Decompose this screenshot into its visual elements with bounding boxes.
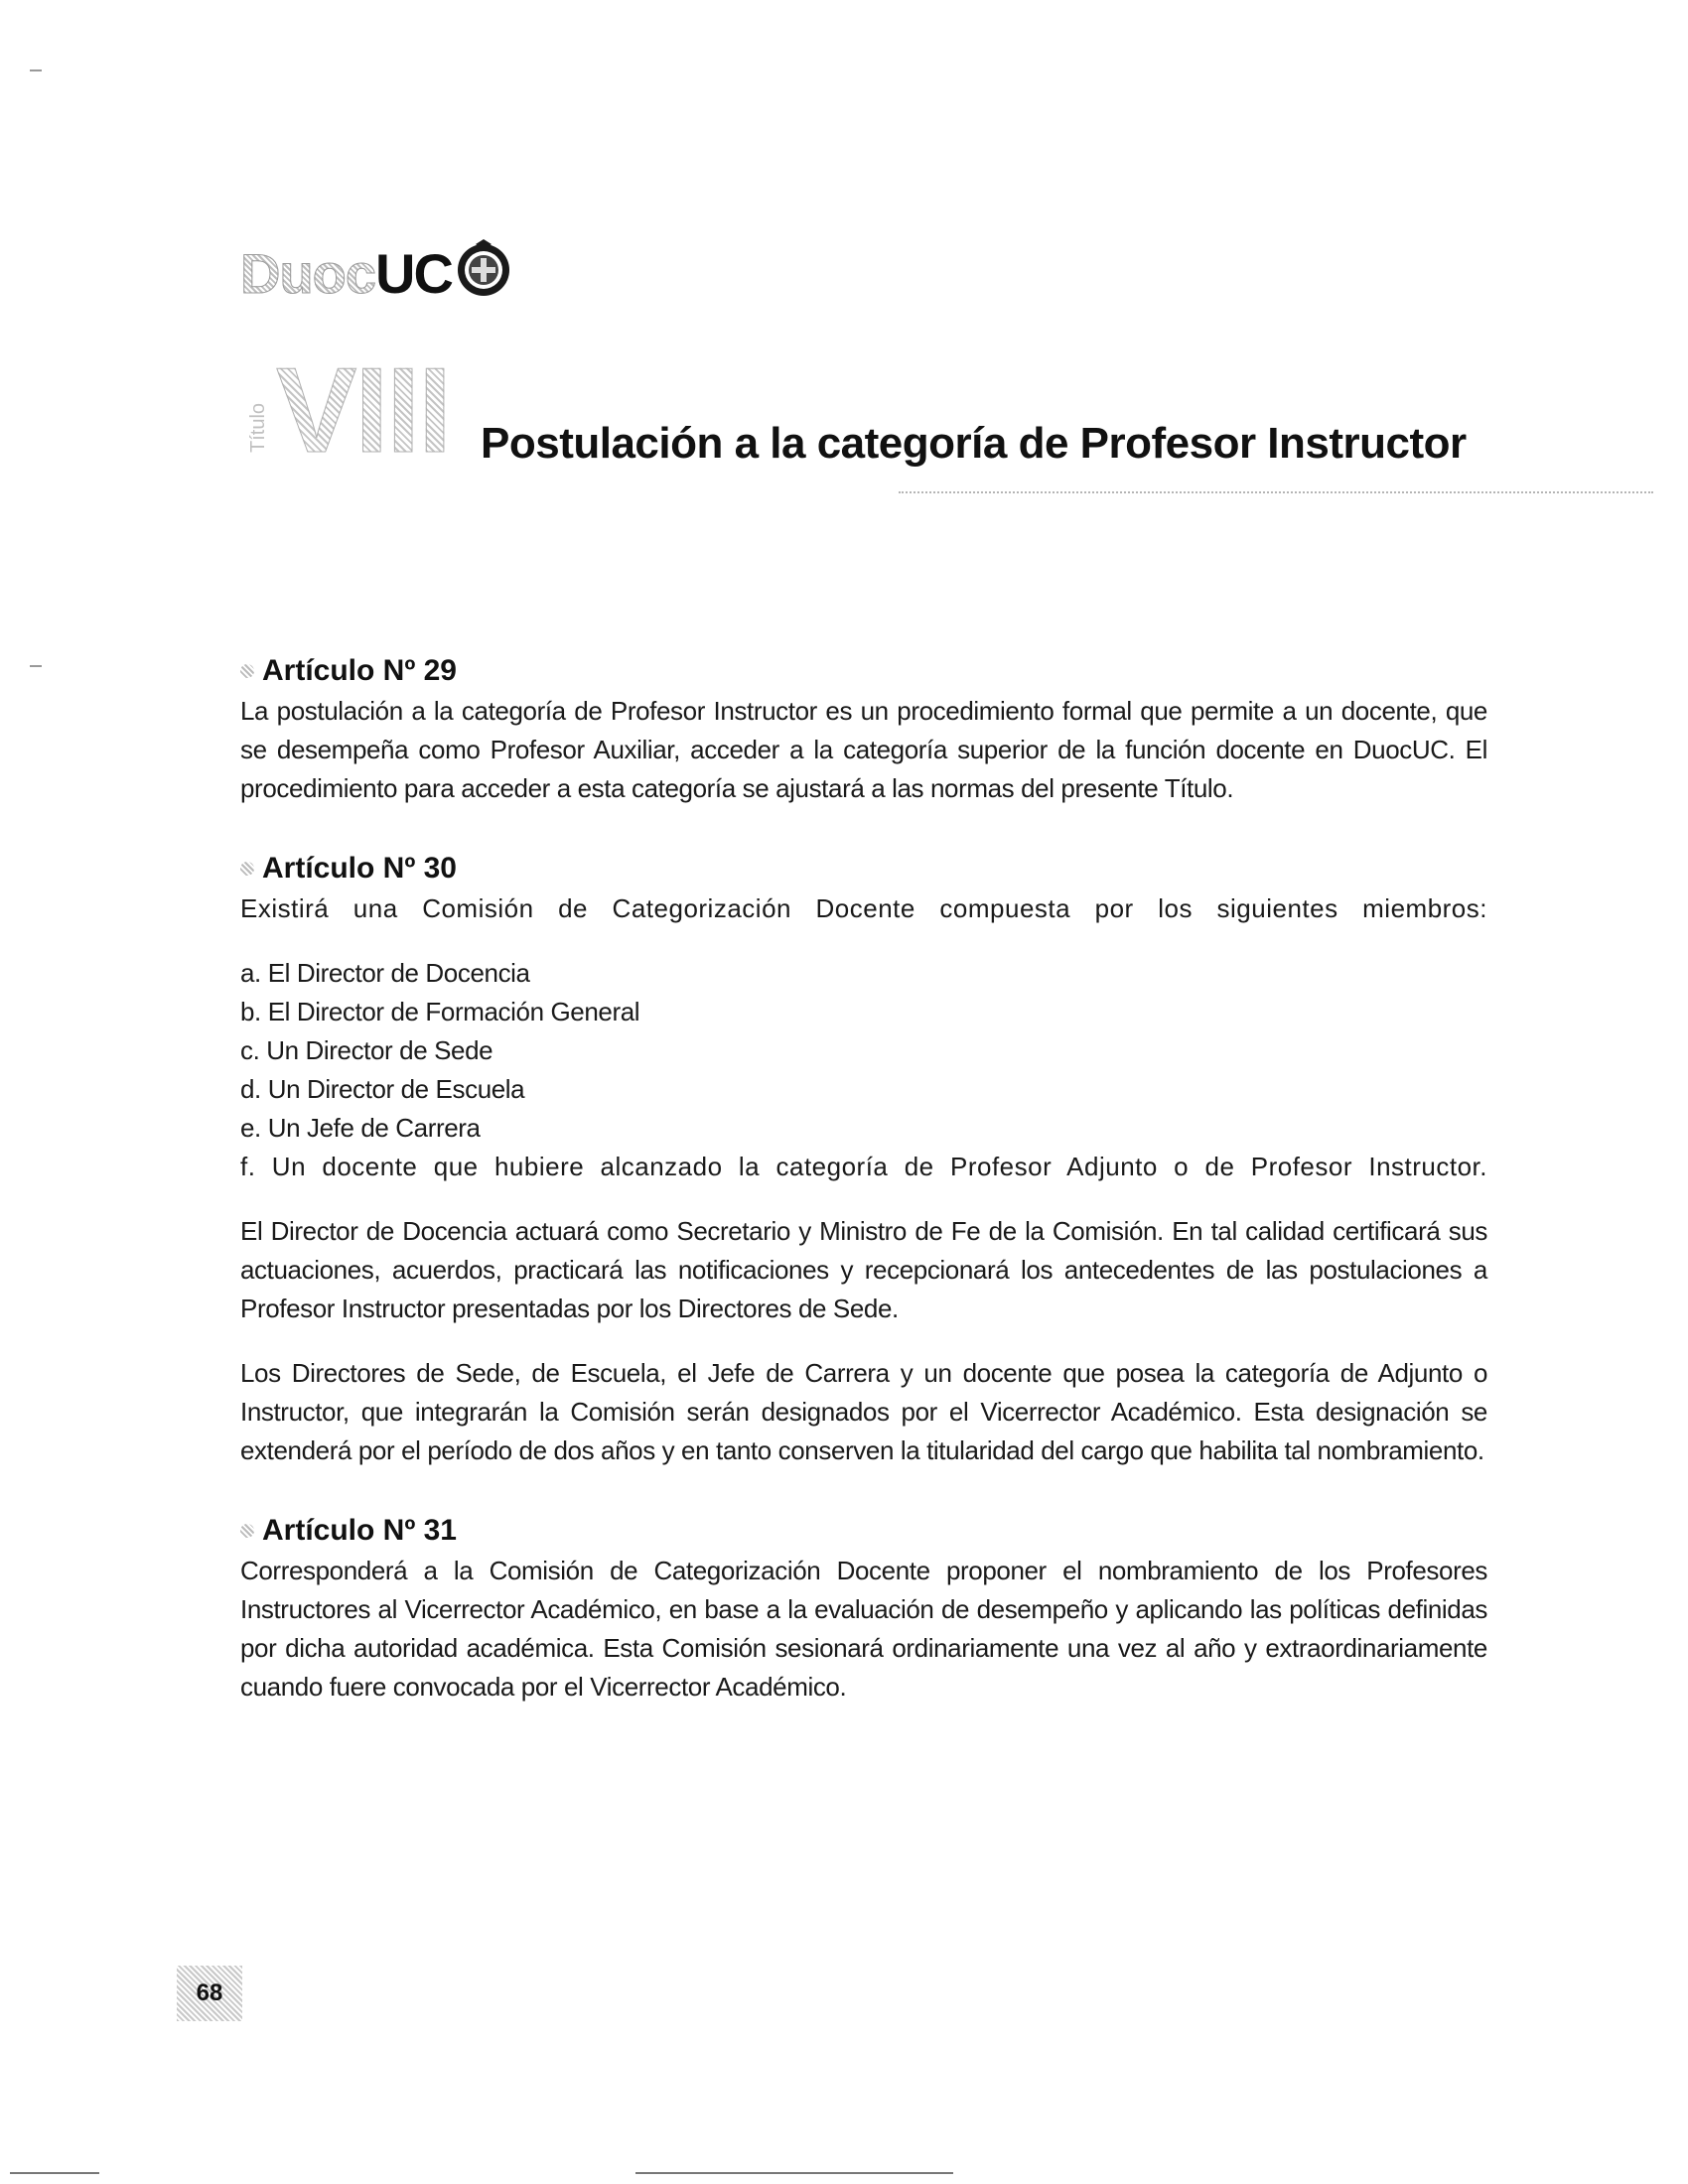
article-paragraph: La postulación a la categoría de Profesor Instructor es un procedimiento formal que permite a un docente, que se desempeña como Profesor Auxiliar, acceder a la categoría superior de la función docente en DuocUC. El procedimiento para acceder a esta categoría se ajustará a las normas del presente Título. <box>240 696 1487 803</box>
university-seal-icon <box>454 238 513 298</box>
bottom-scan-line <box>10 2172 99 2174</box>
list-item: d. Un Director de Escuela <box>240 1074 525 1104</box>
article-heading <box>240 1510 1487 1552</box>
logo-duoc-text: Duoc <box>240 241 375 305</box>
title-numeral: VIII <box>276 342 451 478</box>
list-item: f. Un docente que hubiere alcanzado la categoría de Profesor Adjunto o de Profesor Instructor. <box>240 1152 1487 1181</box>
article-30 <box>240 848 1487 1470</box>
logo-uc-text: UC <box>375 241 452 305</box>
article-heading-text: Artículo Nº 31 <box>262 1514 457 1547</box>
duocuc-logo <box>240 238 513 308</box>
article-29 <box>240 650 1487 808</box>
document-body <box>240 650 1487 1706</box>
page-title: Postulación a la categoría de Profesor Instructor <box>481 419 1467 468</box>
bullet-icon <box>240 862 254 876</box>
article-paragraph: Corresponderá a la Comisión de Categorización Docente proponer el nombramiento de los Profesores Instructores al Vicerrector Académico, en base a la evaluación de desempeño y aplicando las políticas definidas por dicha autoridad académica. Esta Comisión sesionará ordinariamente una vez al año y extraordinariamente cuando fuere convocada por el Vicerrector Académico. <box>240 1556 1487 1702</box>
page-number-box <box>177 1966 242 2021</box>
article-heading-text: Artículo Nº 29 <box>262 654 457 687</box>
bullet-icon <box>240 1524 254 1538</box>
bottom-scan-line <box>635 2172 953 2174</box>
article-intro: Existirá una Comisión de Categorización Docente compuesta por los siguientes miembros: <box>240 893 1487 923</box>
bullet-icon <box>240 664 254 678</box>
page-number: 68 <box>196 1979 223 2006</box>
article-heading <box>240 650 1487 692</box>
scan-mark <box>30 665 42 667</box>
list-item: e. Un Jefe de Carrera <box>240 1113 481 1143</box>
scan-mark <box>30 69 42 71</box>
article-heading-text: Artículo Nº 30 <box>262 852 457 885</box>
commission-members-list <box>240 954 1487 1186</box>
title-dotted-rule <box>899 491 1653 495</box>
article-31 <box>240 1510 1487 1706</box>
titulo-side-label <box>246 365 272 455</box>
list-item: a. El Director de Docencia <box>240 958 530 988</box>
article-paragraph: Los Directores de Sede, de Escuela, el Jefe de Carrera y un docente que posea la categoría de Adjunto o Instructor, que integrarán la Comisión serán designados por el Vicerrector Académico. Esta designación se extenderá por el período de dos años y en tanto conserven la titularidad del cargo que habilita tal nombramiento. <box>240 1358 1487 1465</box>
svg-text:Título: Título <box>247 402 269 453</box>
article-heading <box>240 848 1487 889</box>
list-item: c. Un Director de Sede <box>240 1035 493 1065</box>
list-item: b. El Director de Formación General <box>240 997 640 1026</box>
article-paragraph: El Director de Docencia actuará como Secretario y Ministro de Fe de la Comisión. En tal calidad certificará sus actuaciones, acuerdos, practicará las notificaciones y recepcionará los antecedentes de las postulaciones a Profesor Instructor presentadas por los Directores de Sede. <box>240 1216 1487 1323</box>
